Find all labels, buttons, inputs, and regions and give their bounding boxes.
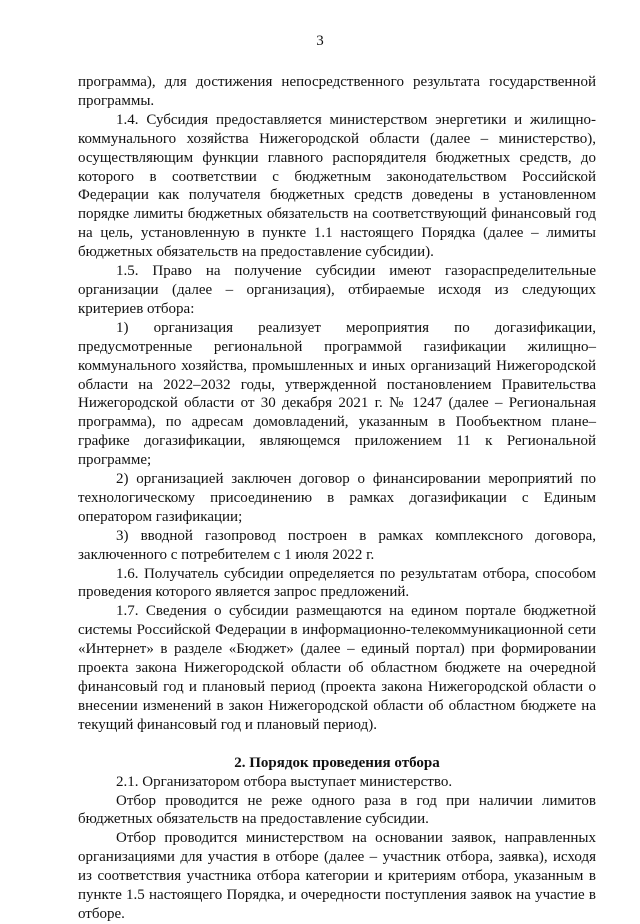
paragraph-selection-frequency: Отбор проводится не реже одного раза в год при наличии лимитов бюджетных обязательств на предоставление субсидии. [78,792,596,828]
paragraph-continuation: программа), для достижения непосредственного результата государственной программы. [78,74,596,109]
paragraph-selection-basis: Отбор проводится министерством на основании заявок, направленных организациями для участия в отборе (далее – участник отбора, заявка), исходя из соответствия участника отбора категории и критериям отбора, указанным в пункте 1.5 настоящего Порядка, и очередности поступления заявок на участие в отборе. [78,830,596,922]
criterion-1: 1) организация реализует мероприятия по догазификации, предусмотренные региональной программой газификации жилищно–коммунального хозяйства, промышленных и иных организаций Нижегородской области на 2022–2032 годы, утвержденной постановлением Правительства Нижегородской области от 30 декабря 2021 г. № 1247 (далее – Региональная программа), по адресам домовладений, указанным в Пообъектном плане–графике догазификации, являющемся приложением 11 к Региональной программе; [78,319,596,469]
criterion-3: 3) вводной газопровод построен в рамках комплексного договора, заключенного с потребителем с 1 июля 2022 г. [78,527,596,563]
paragraph-1-4: 1.4. Субсидия предоставляется министерством энергетики и жилищно-коммунального хозяйства Нижегородской области (далее – министерство), осуществляющим функции главного распорядителя бюджетных средств, до которого в соответствии с бюджетным законодательством Российской Федерации как получателя бюджетных средств доведены в установленном порядке лимиты бюджетных обязательств на соответствующий финансовый год на цель, установленную в пункте 1.1 настоящего Порядка (далее – лимиты бюджетных обязательств на предоставление субсидии). [78,111,596,261]
paragraph-1-5: 1.5. Право на получение субсидии имеют газораспределительные организации (далее – организация), отбираемые исходя из следующих критериев отбора: [78,263,596,317]
paragraph-1-6: 1.6. Получатель субсидии определяется по результатам отбора, способом проведения которого является запрос предложений. [78,565,596,601]
document-body [78,73,596,924]
section-heading: 2. Порядок проведения отбора [234,754,440,771]
paragraph-1-7: 1.7. Сведения о субсидии размещаются на едином портале бюджетной системы Российской Федерации в информационно-телекоммуникационной сети «Интернет» в разделе «Бюджет» (далее – единый портал) при формировании проекта закона Нижегородской области об областном бюджете на очередной финансовый год и плановый период (проекта закона Нижегородской области о внесении изменений в закон Нижегородской области об областном бюджете на текущий финансовый год и плановый период). [78,603,596,733]
page-number: 3 [316,33,324,49]
criterion-2: 2) организацией заключен договор о финансировании мероприятий по технологическому присоединению в рамках догазификации с Единым оператором газификации; [78,471,596,525]
paragraph-2-1: 2.1. Организатором отбора выступает министерство. [116,773,453,790]
